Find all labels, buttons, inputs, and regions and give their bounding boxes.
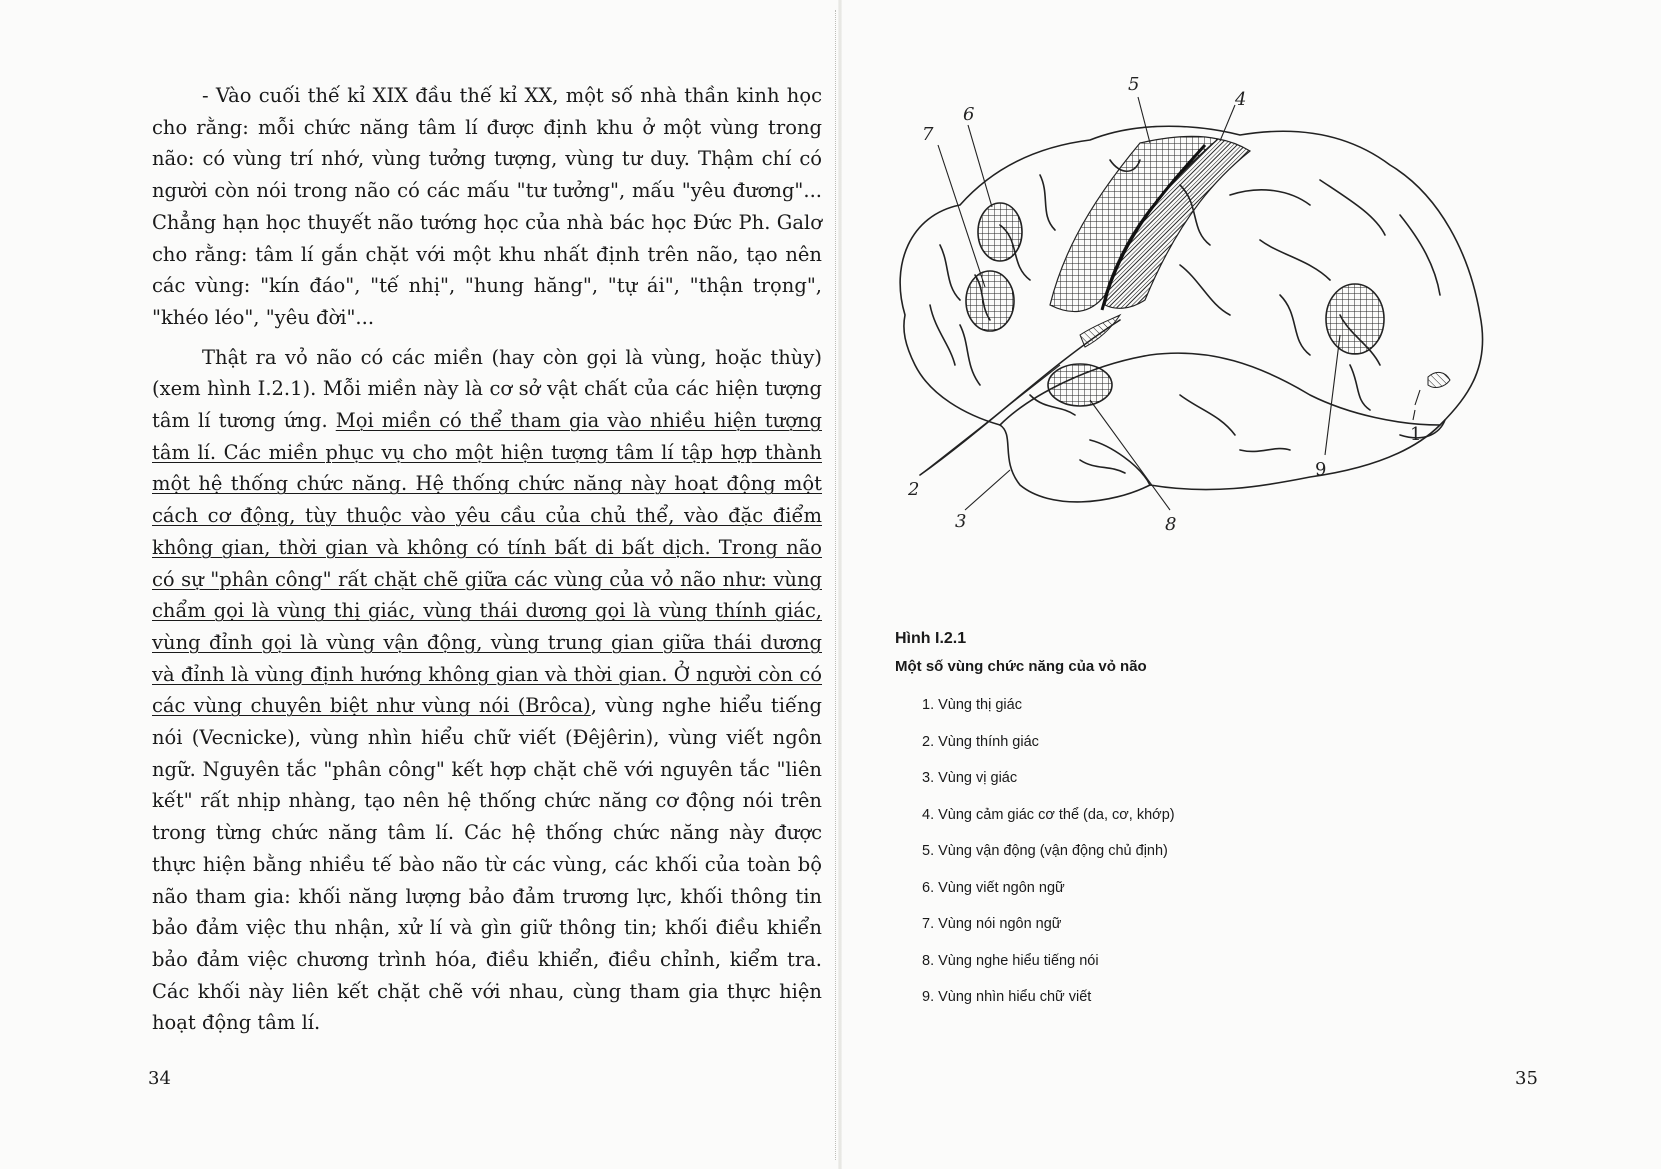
label-9: 9 [1315,459,1327,480]
auditory-comprehension-area [1048,364,1112,406]
paragraph-2-start: Thật ra vỏ não có các miền (hay còn gọi là vùng, hoặc thùy) (xem hình I.2.1). Mỗi miền này là cơ sở vật chất của các hiện tượng tâm lí tương ứng. [152,345,822,433]
speech-area [966,271,1014,331]
label-3: 3 [955,511,967,532]
legend-item: 6. Vùng viết ngôn ngữ [922,879,1065,896]
gustatory-area [1080,315,1120,347]
page-number-left: 34 [148,1068,171,1089]
reading-area [1326,284,1384,354]
page-number-right: 35 [1515,1068,1538,1089]
brain-cortex-figure [880,65,1530,585]
label-1: 1 [1410,424,1422,445]
legend-item: 2. Vùng thính giác [922,733,1039,750]
caption-subtitle: Một số vùng chức năng của vỏ não [895,658,1147,675]
paragraph-2-underlined: Mọi miền có thể tham gia vào nhiều hiện tượng tâm lí. Các miền phục vụ cho một hiện tượng tâm lí tập hợp thành một hệ thống chức năng. Hệ thống chức năng này hoạt động một cách cơ động, tùy thuộc vào yêu cầu của chủ thể, vào đặc điểm không gian, thời gian và không có tính bất di bất dịch. Trong não có sự "phân công" rất chặt chẽ giữa các vùng của vỏ não như: vùng chẩm gọi là vùng thị giác, vùng thái dương gọi là vùng thính giác, vùng đỉnh gọi là vùng vận động, vùng trung gian giữa thái dương và đỉnh là vùng định hướng không gian và thời gian. Ở người còn có các vùng chuyên biệt như vùng nói (Brôca) [152,409,822,718]
gutter-scan-marks [835,10,837,1160]
legend-item: 3. Vùng vị giác [922,770,1018,786]
legend-item: 5. Vùng vận động (vận động chủ định) [922,843,1168,859]
label-5: 5 [1128,74,1140,95]
legend-list [895,697,1175,1026]
label-7: 7 [922,124,934,145]
label-8: 8 [1165,514,1177,535]
label-2: 2 [908,479,920,500]
visual-area [1428,372,1450,387]
label-4: 4 [1235,89,1247,110]
caption-title: Hình I.2.1 [895,630,967,647]
legend-item: 7. Vùng nói ngôn ngữ [922,916,1062,932]
legend-item: 1. Vùng thị giác [922,697,1022,713]
paragraph-2-end: , vùng nghe hiểu tiếng nói (Vecnicke), vùng nhìn hiểu chữ viết (Đêjêrin), vùng viết ngôn ngữ. Nguyên tắc "phân công" kết hợp chặt chẽ với nguyên tắc "liên kết" rất nhịp nhàng, tạo nên hệ thống chức năng cơ động nói trên trong từng chức năng tâm lí. Các hệ thống chức năng này được thực hiện bằng nhiều tế bào não từ các vùng, các khối của toàn bộ não tham gia: khối năng lượng bảo đảm trương lực, khối thông tin bảo đảm việc thu nhận, xử lí và gìn giữ thông tin; khối điều khiển bảo đảm việc chương trình hóa, điều khiển, điều chỉnh, kiểm tra. Các khối này liên kết chặt chẽ với nhau, cùng tham gia thực hiện hoạt động tâm lí. [152,694,822,1035]
writing-area [978,203,1022,261]
body-text [152,80,822,1039]
legend-item: 8. Vùng nghe hiểu tiếng nói [922,952,1099,969]
paragraph-1: - Vào cuối thế kỉ XIX đầu thế kỉ XX, một số nhà thần kinh học cho rằng: mỗi chức năng tâm lí được định khu ở một vùng trong não: có vùng trí nhớ, vùng tưởng tượng, vùng tư duy. Thậm chí có người còn nói trong não có các mấu "tư tưởng", mấu "yêu đương"... Chẳng hạn học thuyết não tướng học của nhà bác học Đức Ph. Galơ cho rằng: tâm lí gắn chặt với một khu nhất định trên não, tạo nên các vùng: "kín đáo", "tế nhị", "hung hăng", "tự ái", "thận trọng", "khéo léo", "yêu đời"... [152,84,822,329]
label-6: 6 [963,104,975,125]
legend-item: 4. Vùng cảm giác cơ thể (da, cơ, khớp) [922,806,1175,823]
paragraph-2 [152,342,822,1039]
legend-item: 9. Vùng nhìn hiểu chữ viết [922,989,1092,1005]
figure-caption [895,630,1175,1026]
